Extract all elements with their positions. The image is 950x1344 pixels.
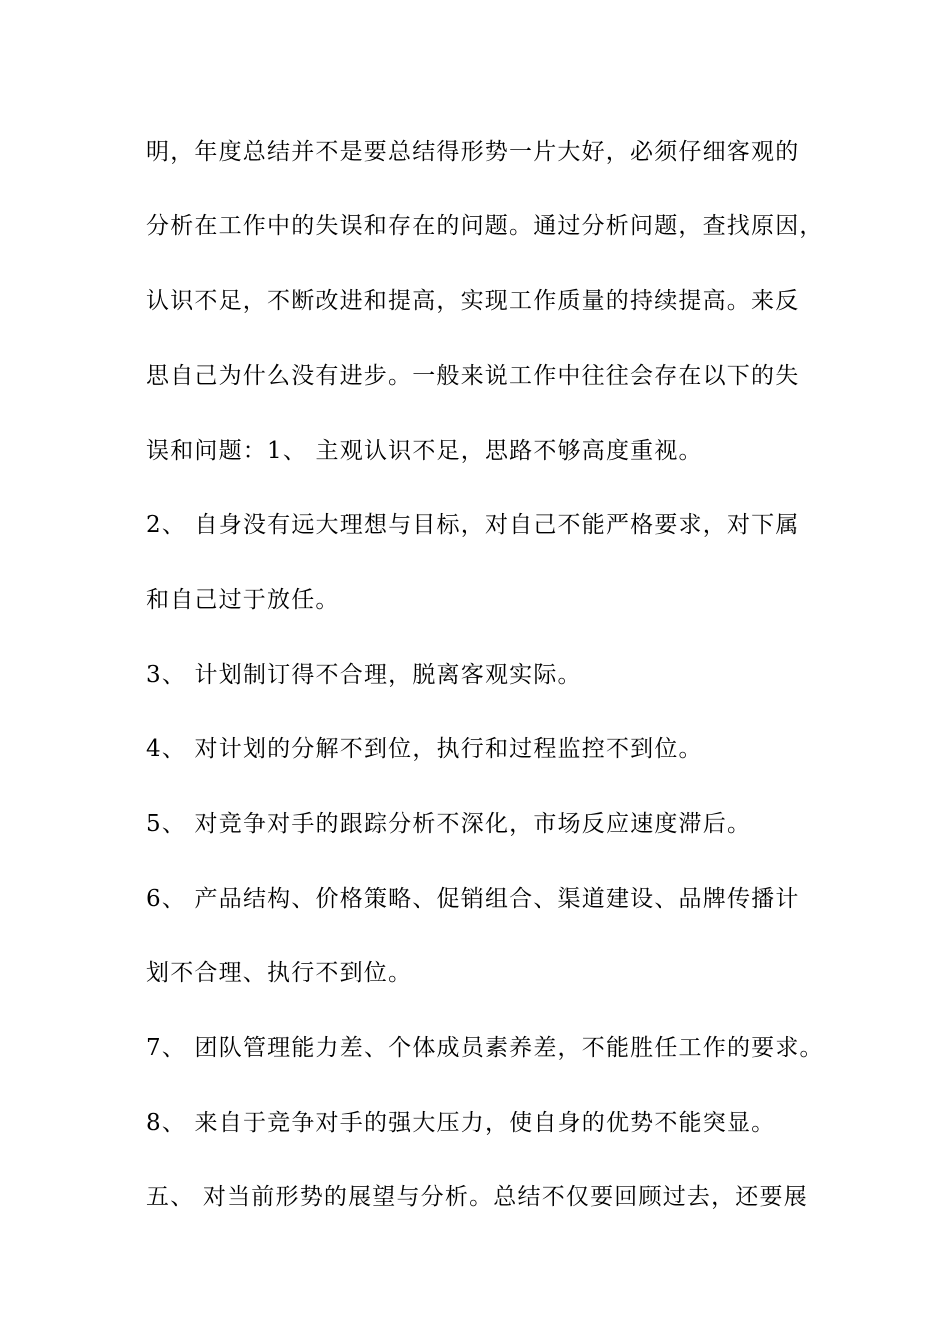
body-text-line: 分析在工作中的失误和存在的问题。通过分析问题，查找原因， [146,213,824,239]
list-item-5: 5、 对竞争对手的跟踪分析不深化，市场反应速度滞后。 [146,811,752,837]
body-text-line: 和自己过于放任。 [146,587,340,613]
list-item-2: 2、 自身没有远大理想与目标，对自己不能严格要求，对下属 [146,512,800,538]
list-item-8: 8、 来自于竞争对手的强大压力，使自身的优势不能突显。 [146,1110,776,1136]
body-text-line: 思自己为什么没有进步。一般来说工作中往往会存在以下的失 [146,363,800,389]
body-text-line: 明，年度总结并不是要总结得形势一片大好，必须仔细客观的 [146,139,800,165]
list-item-6: 6、 产品结构、价格策略、促销组合、渠道建设、品牌传播计 [146,886,800,912]
body-text-line: 误和问题：1、 主观认识不足，思路不够高度重视。 [146,438,703,464]
list-item-4: 4、 对计划的分解不到位，执行和过程监控不到位。 [146,736,703,762]
list-item-3: 3、 计划制订得不合理，脱离客观实际。 [146,662,582,688]
list-item-7: 7、 团队管理能力差、个体成员素养差，不能胜任工作的要求。 [146,1035,824,1061]
body-text-line: 划不合理、执行不到位。 [146,960,413,986]
body-text-line: 认识不足，不断改进和提高，实现工作质量的持续提高。来反 [146,288,800,314]
section-heading-5: 五、 对当前形势的展望与分析。总结不仅要回顾过去，还要展 [146,1184,808,1210]
